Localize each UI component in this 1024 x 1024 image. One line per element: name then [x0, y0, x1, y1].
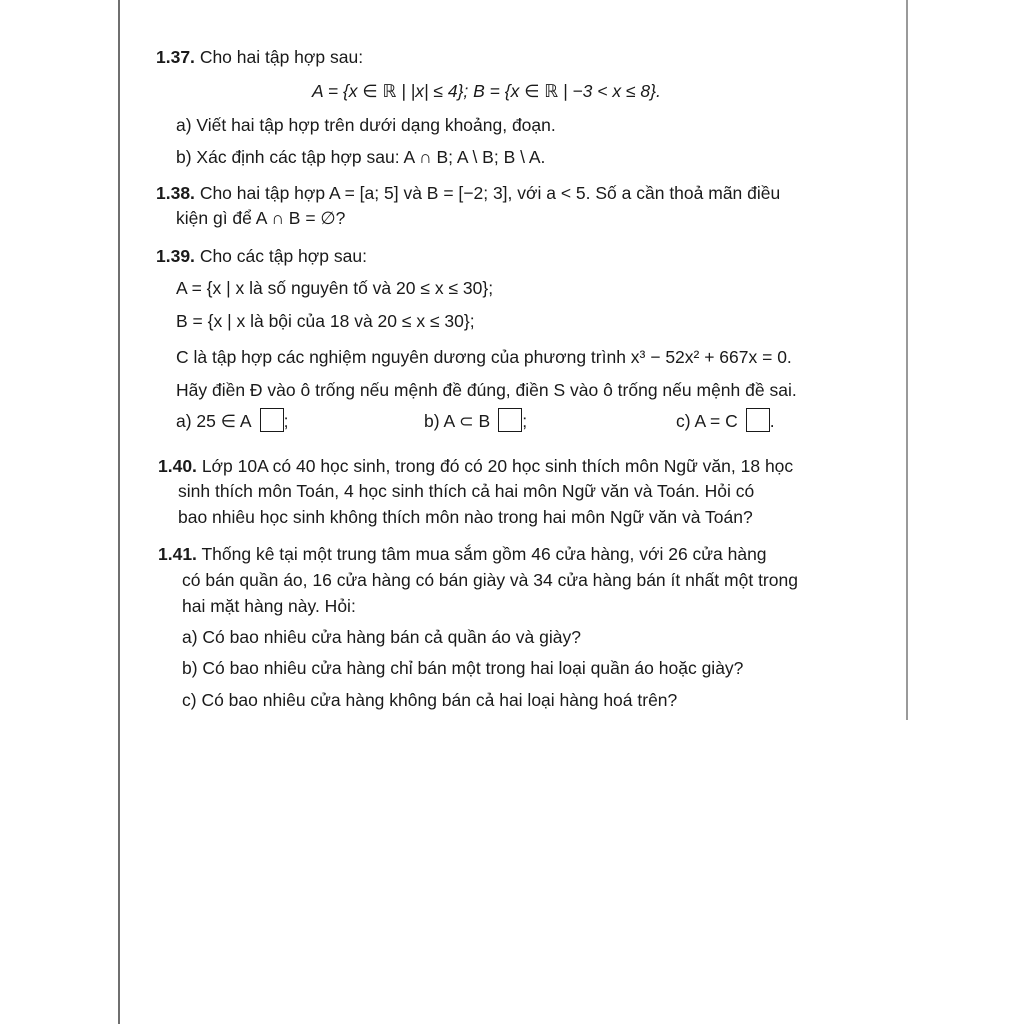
problem-1-40-line-1: [158, 455, 793, 477]
problem-1-39-part-a: [176, 408, 288, 434]
problem-1-41-line-3: hai mặt hàng này. Hỏi:: [182, 596, 356, 616]
statement-a: a) 25 ∈ A: [176, 411, 252, 431]
problem-1-37-part-a: a) Viết hai tập hợp trên dưới dạng khoảng, đoạn.: [176, 115, 556, 135]
problem-1-41-line-1: [158, 543, 767, 565]
problem-1-41-line-2: có bán quần áo, 16 cửa hàng có bán giày và 34 cửa hàng bán ít nhất một trong: [182, 570, 798, 590]
answer-box-c[interactable]: [746, 408, 770, 432]
problem-1-37-part-b: b) Xác định các tập hợp sau: A ∩ B; A \ B; B \ A.: [176, 147, 546, 167]
problem-text: Cho hai tập hợp A = [a; 5] và B = [−2; 3], với a < 5. Số a cần thoả mãn điều: [199, 183, 781, 203]
answer-box-a[interactable]: [260, 408, 284, 432]
answer-box-b[interactable]: [498, 408, 522, 432]
statement-b: b) A ⊂ B: [424, 411, 491, 431]
problem-1-39-part-c: [676, 408, 775, 434]
problem-1-39-part-b: [424, 408, 527, 434]
problem-number: 1.40.: [158, 456, 197, 476]
problem-1-40-line-2: sinh thích môn Toán, 4 học sinh thích cả hai môn Ngữ văn và Toán. Hỏi có: [178, 481, 755, 501]
problem-1-41-part-a: a) Có bao nhiêu cửa hàng bán cả quần áo và giày?: [182, 627, 581, 647]
problem-1-39-set-b: B = {x | x là bội của 18 và 20 ≤ x ≤ 30};: [176, 311, 475, 331]
problem-number: 1.37.: [156, 47, 195, 67]
problem-1-39-set-a: A = {x | x là số nguyên tố và 20 ≤ x ≤ 30};: [176, 278, 494, 298]
problem-text: Thống kê tại một trung tâm mua sắm gồm 46 cửa hàng, với 26 cửa hàng: [201, 544, 767, 564]
problem-1-39-header: [156, 245, 367, 267]
problem-1-39-instruction: Hãy điền Đ vào ô trống nếu mệnh đề đúng, điền S vào ô trống nếu mệnh đề sai.: [176, 380, 797, 400]
problem-1-38-line-2: kiện gì để A ∩ B = ∅?: [176, 208, 346, 228]
problem-1-37-header: [156, 46, 363, 68]
problem-number: 1.39.: [156, 246, 195, 266]
page-edge-left: [118, 0, 120, 1024]
separator-c: .: [769, 411, 775, 431]
problem-intro: Cho các tập hợp sau:: [199, 246, 367, 266]
problem-number: 1.38.: [156, 183, 195, 203]
problem-text: Lớp 10A có 40 học sinh, trong đó có 20 học sinh thích môn Ngữ văn, 18 học: [201, 456, 794, 476]
problem-number: 1.41.: [158, 544, 197, 564]
problem-1-41-part-c: c) Có bao nhiêu cửa hàng không bán cả hai loại hàng hoá trên?: [182, 690, 678, 710]
separator-b: ;: [522, 411, 528, 431]
statement-c: c) A = C: [676, 411, 738, 431]
problem-1-37-formula: A = {x ∈ ℝ | |x| ≤ 4}; B = {x ∈ ℝ | −3 < x ≤ 8}.: [312, 81, 661, 101]
problem-1-39-set-c: C là tập hợp các nghiệm nguyên dương của phương trình x³ − 52x² + 667x = 0.: [176, 347, 792, 367]
separator-a: ;: [283, 411, 289, 431]
page-edge-right: [906, 0, 908, 720]
problem-1-40-line-3: bao nhiêu học sinh không thích môn nào trong hai môn Ngữ văn và Toán?: [178, 507, 753, 527]
problem-1-41-part-b: b) Có bao nhiêu cửa hàng chỉ bán một trong hai loại quần áo hoặc giày?: [182, 658, 744, 678]
problem-1-38-line-1: [156, 182, 780, 204]
problem-intro: Cho hai tập hợp sau:: [199, 47, 364, 67]
